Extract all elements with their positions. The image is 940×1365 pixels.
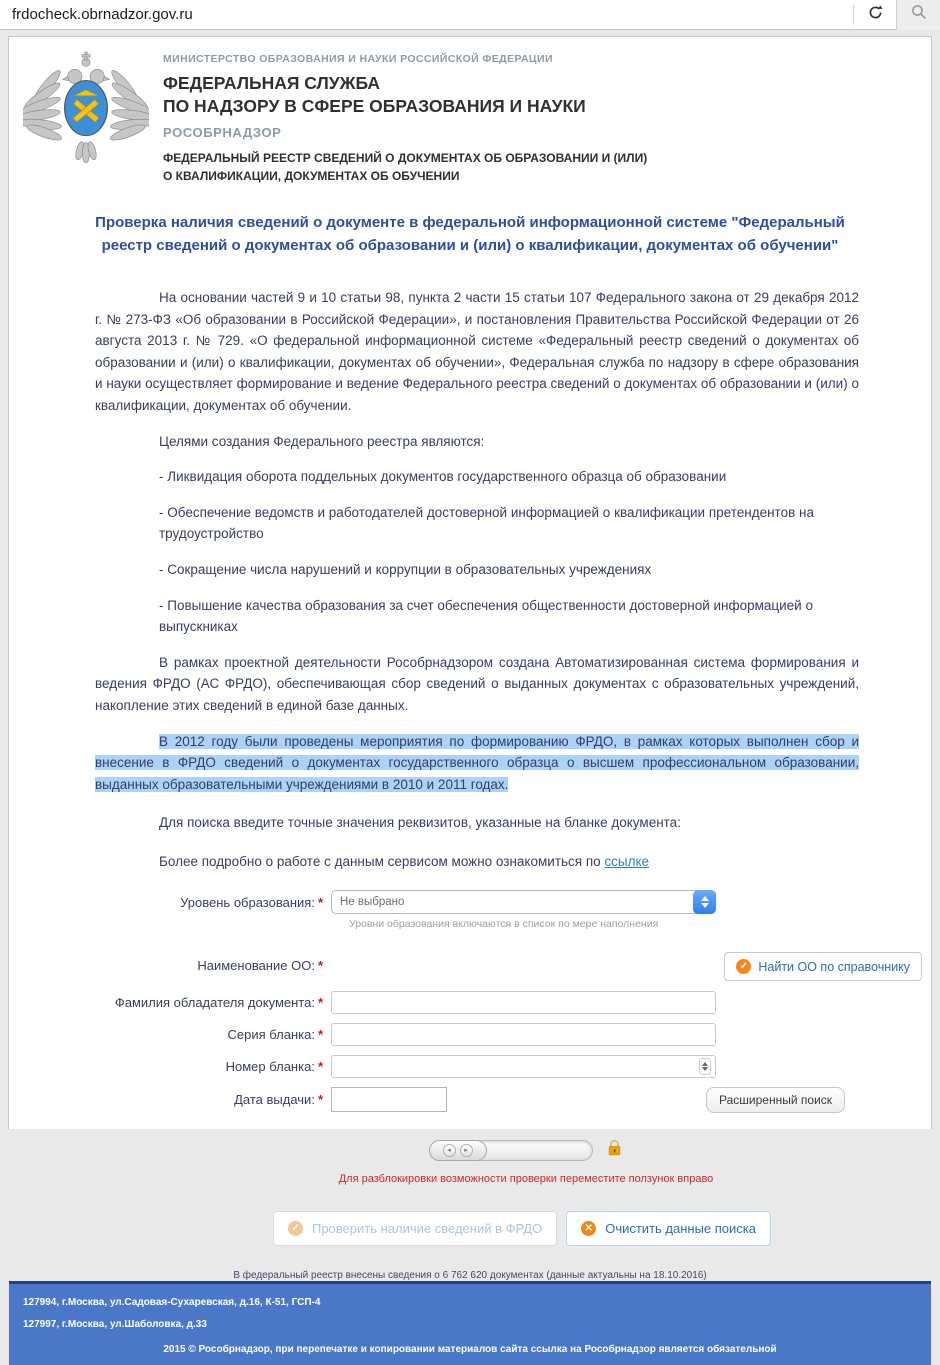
header-text-block	[163, 49, 647, 185]
check-circle-icon: ✓	[288, 1221, 303, 1236]
page-content	[9, 37, 931, 1281]
slider-arrow-right-icon: ▸	[460, 1144, 473, 1157]
find-oo-button[interactable]	[724, 952, 922, 981]
number-spinner-icon[interactable]	[699, 1058, 711, 1075]
required-asterisk: *	[317, 1092, 323, 1108]
unlock-slider-handle[interactable]	[429, 1140, 487, 1161]
oo-name-label: Наименование ОО: *	[197, 958, 323, 974]
surname-row	[9, 991, 931, 1014]
unlock-slider-zone	[65, 1138, 940, 1185]
issue-date-row	[9, 1087, 931, 1112]
select-value: Не выбрано	[340, 896, 405, 909]
search-icon	[911, 4, 927, 25]
select-stepper-icon	[693, 890, 716, 914]
highlighted-text: В 2012 году были проведены мероприятия по формированию ФРДО, в рамках которых выполнен сбор и внесение в ФРДО сведений о документах государственного образца о высшем профессиональном образовании, выданных образовательными учреждениями в 2010 и 2011 годах.	[95, 733, 859, 792]
oo-name-row	[9, 952, 931, 982]
registry-name-line2: О КВАЛИФИКАЦИИ, ДОКУМЕНТАХ ОБ ОБУЧЕНИИ	[163, 168, 460, 183]
search-button[interactable]	[896, 0, 940, 30]
service-info-link[interactable]: ссылке	[604, 853, 650, 869]
search-form	[9, 890, 931, 1281]
more-info-text: Более подробно о работе с данным сервисом можно ознакомиться по	[159, 853, 605, 869]
paragraph-legal-basis: На основании частей 9 и 10 статьи 98, пункта 2 части 15 статьи 107 Федерального закона от 29 декабря 2012 г. № 273-ФЗ «Об образовании в Российской Федерации», и постановления Правительства Российской Федерации от 26 августа 2013 г. № 729. «О федеральной информационной системе «Федеральный реестр сведений о документах об образовании и (или) о квалификации, документах об обучении», Федеральная служба по надзору в сфере образования и науки осуществляет формирование и ведение Федерального реестра сведений о документах об образовании и (или) о квалификации, документах об обучении.	[95, 290, 859, 413]
browser-address-bar	[0, 0, 940, 30]
education-level-select[interactable]	[331, 890, 716, 914]
registry-name	[163, 149, 647, 185]
service-name-line2: ПО НАДЗОРУ В СФЕРЕ ОБРАЗОВАНИЯ И НАУКИ	[163, 95, 586, 116]
number-input-wrap	[331, 1055, 716, 1078]
issue-date-input[interactable]	[331, 1087, 447, 1112]
unlock-slider-track[interactable]	[429, 1140, 593, 1161]
reload-icon	[867, 4, 884, 26]
check-circle-icon: ✓	[736, 959, 751, 974]
footer-address-1: 127994, г.Москва, ул.Садовая-Сухаревская, д.16, К-51, ГСП-4	[23, 1296, 321, 1308]
surname-input[interactable]	[331, 991, 716, 1014]
ministry-line: МИНИСТЕРСТВО ОБРАЗОВАНИЯ И НАУКИ РОССИЙСКОЙ ФЕДЕРАЦИИ	[163, 53, 553, 65]
series-input[interactable]	[331, 1023, 716, 1046]
page-container	[8, 36, 932, 1355]
lock-icon	[605, 1138, 624, 1162]
rosobrnadzor-abbr: РОСОБРНАДЗОР	[163, 124, 282, 140]
number-label: Номер бланка: *	[225, 1059, 323, 1075]
slider-warning-text: Для разблокировки возможности проверки переместите ползунок вправо	[338, 1172, 714, 1185]
find-oo-button-label: Найти ОО по справочнику	[758, 959, 910, 974]
goal-item: - Сокращение числа нарушений и коррупции в образовательных учреждениях	[159, 561, 652, 577]
advanced-search-button[interactable]: Расширенный поиск	[706, 1087, 845, 1113]
registry-count-info: В федеральный реестр внесены сведения о 6 762 620 документах (данные актуальны на 18.10.2016)	[233, 1269, 707, 1281]
education-level-hint: Уровни образования включаются в список по мере наполнения	[349, 918, 659, 931]
site-footer	[9, 1281, 931, 1365]
goal-item: - Обеспечение ведомств и работодателей достоверной информацией о квалификации претендентов на трудоустройство	[159, 504, 814, 542]
surname-label: Фамилия обладателя документа: *	[114, 995, 323, 1011]
number-row	[9, 1055, 931, 1078]
series-label: Серия бланка: *	[227, 1027, 323, 1043]
goals-intro: Целями создания Федерального реестра являются:	[159, 433, 485, 449]
required-asterisk: *	[317, 1027, 323, 1043]
body-text	[9, 287, 931, 872]
clear-search-button-label: Очистить данные поиска	[605, 1220, 756, 1236]
required-asterisk: *	[317, 958, 323, 974]
url-field[interactable]: frdocheck.obrnadzor.gov.ru	[12, 6, 193, 23]
footer-address-2: 127997, г.Москва, ул.Шаболовка, д.33	[23, 1318, 207, 1330]
required-asterisk: *	[317, 995, 323, 1011]
service-name-line1: ФЕДЕРАЛЬНАЯ СЛУЖБА	[163, 73, 381, 93]
check-frdo-button-label: Проверить наличие сведений в ФРДО	[311, 1220, 543, 1236]
site-header	[9, 37, 931, 185]
page-title: Проверка наличия сведений о документе в федеральной информационной системе "Федеральный реестр сведений о документах об образовании и (или) о квалификации, документах об обучении"	[95, 213, 845, 254]
cross-circle-icon: ✕	[581, 1221, 596, 1236]
footer-copyright: 2015 © Рособрнадзор, при перепечатке и копировании материалов сайта ссылка на Рособрнадзор является обязательной	[163, 1343, 777, 1355]
search-instruction: Для поиска введите точные значения реквизитов, указанные на бланке документа:	[159, 815, 681, 831]
clear-search-button[interactable]	[566, 1211, 771, 1246]
series-row	[9, 1023, 931, 1046]
issue-date-label: Дата выдачи: *	[234, 1092, 323, 1108]
required-asterisk: *	[317, 1059, 323, 1075]
registry-name-line1: ФЕДЕРАЛЬНЫЙ РЕЕСТР СВЕДЕНИЙ О ДОКУМЕНТАХ ОБ ОБРАЗОВАНИИ И (ИЛИ)	[163, 150, 648, 165]
rosobrnadzor-emblem-logo	[23, 49, 149, 163]
reload-button[interactable]	[854, 0, 896, 30]
slider-arrow-left-icon: ◂	[443, 1144, 456, 1157]
education-level-row	[9, 890, 931, 914]
goal-item: - Повышение качества образования за счет обеспечения общественности достоверной информацией о выпускниках	[159, 597, 813, 635]
number-input[interactable]	[331, 1055, 716, 1078]
service-name	[163, 72, 647, 118]
check-frdo-button[interactable]	[273, 1211, 557, 1246]
education-level-label: Уровень образования: *	[180, 894, 323, 910]
paragraph-2012-highlighted	[95, 731, 859, 796]
paragraph-as-frdo: В рамках проектной деятельности Рособрнадзором создана Автоматизированная система формирования и ведения ФРДО (АС ФРДО), обеспечивающая сбор сведений о выданных документах с образовательных учреждений, накопление этих сведений в единой базе данных.	[95, 654, 859, 713]
required-asterisk: *	[317, 894, 323, 910]
form-actions	[61, 1211, 940, 1246]
more-info-line	[159, 851, 859, 873]
goal-item: - Ликвидация оборота поддельных документов государственного образца об образовании	[159, 469, 727, 485]
